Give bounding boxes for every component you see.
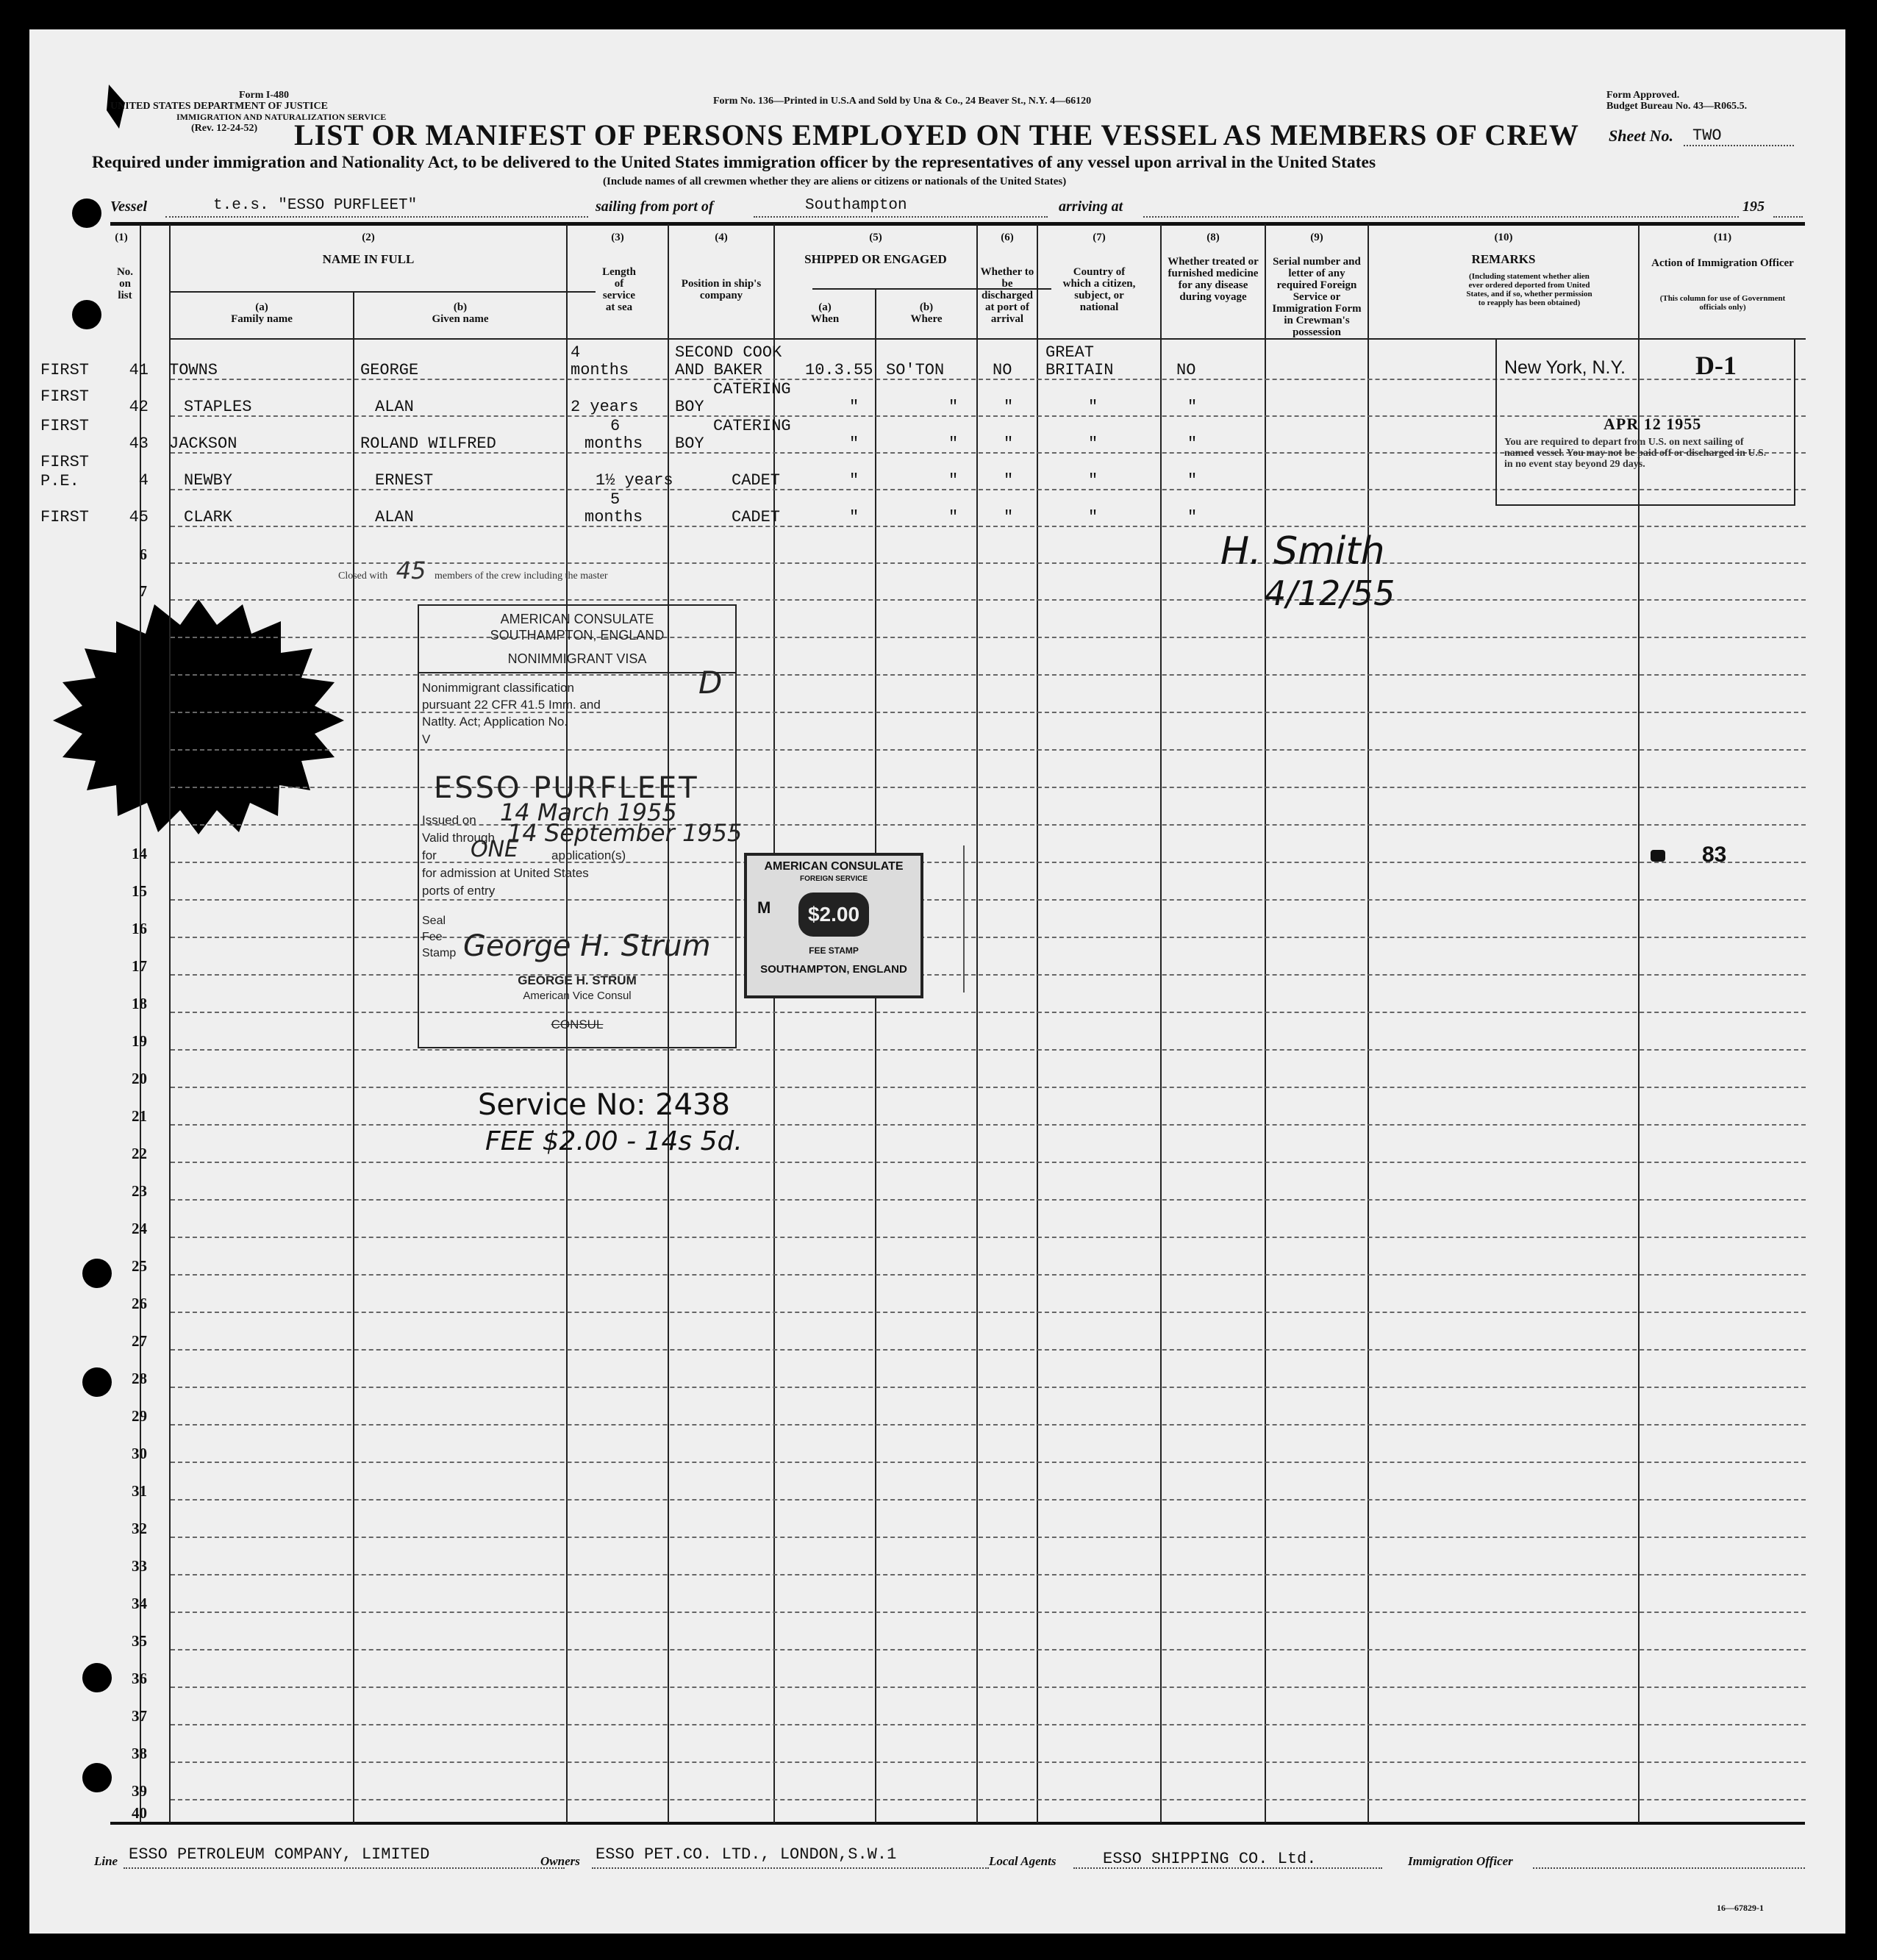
shipped-where: " — [948, 398, 959, 416]
printer-note: Form No. 136—Printed in U.S.A and Sold by Una & Co., 24 Beaver St., N.Y. 4—66120 — [713, 96, 1092, 107]
row-line — [171, 937, 1806, 938]
col-header-where: Where — [910, 313, 943, 325]
column-divider — [1160, 224, 1162, 1823]
stamp-date: APR 12 1955 — [1604, 415, 1702, 433]
row-line — [171, 787, 1806, 788]
budget-bureau: Budget Bureau No. 43—R065.5. — [1606, 101, 1748, 112]
sailing-line — [754, 216, 1048, 218]
row-mark: FIRST — [40, 417, 90, 435]
row-line — [171, 674, 1806, 676]
fee-stamp-edge — [963, 845, 965, 992]
row-number: 33 — [132, 1557, 147, 1575]
service-length: 2 years — [571, 398, 639, 416]
manifest-page — [29, 29, 1845, 1934]
row-number: 37 — [132, 1707, 147, 1725]
footer-line-label: Line — [94, 1854, 118, 1868]
row-line — [171, 1237, 1806, 1238]
remarks-stamp — [1495, 338, 1795, 506]
shipped-where: " — [948, 508, 959, 526]
footer-agents-value: ESSO SHIPPING CO. Ltd. — [1103, 1850, 1317, 1868]
footer-officer-label: Immigration Officer — [1408, 1854, 1513, 1868]
closed-note-pre: Closed with — [338, 571, 388, 582]
col-header-discharged: Whether to be discharged at port of arrival — [980, 266, 1034, 325]
medicine: NO — [1176, 361, 1196, 379]
stamp-place: New York, N.Y. — [1504, 357, 1626, 378]
row-number: 42 — [129, 398, 149, 416]
closed-note-post: members of the crew including the master — [435, 571, 608, 582]
visa-consulate: AMERICAN CONSULATE — [500, 612, 654, 626]
table-top-border — [110, 222, 1805, 226]
row-number: 36 — [132, 1670, 147, 1687]
row-number: 43 — [129, 434, 149, 453]
fee-stamp — [744, 853, 923, 998]
row-line — [171, 1687, 1806, 1688]
row-mark: FIRST — [40, 361, 90, 379]
shipped-when: " — [849, 471, 859, 490]
position: BOY — [675, 434, 704, 453]
visa-typed-name: GEORGE H. STRUM — [518, 973, 637, 987]
visa-valid-value: 14 September 1955 — [507, 819, 743, 847]
row-line — [171, 1349, 1806, 1351]
stamp-code: D-1 — [1695, 351, 1737, 380]
row-line — [171, 1387, 1806, 1388]
row-line — [171, 1574, 1806, 1575]
row-number: 41 — [129, 361, 149, 379]
row-mark: FIRST — [40, 387, 90, 406]
position: CADET — [732, 508, 781, 526]
sailing-port: Southampton — [805, 197, 907, 214]
row-line — [171, 1012, 1806, 1013]
stamp-text: You are required to depart from U.S. on next sailing of named vessel. You may not be paid off or discharged in U.S. in no event stay beyond 29 days. — [1504, 437, 1767, 470]
medicine: " — [1187, 471, 1198, 490]
footer-agents-underline — [1073, 1867, 1382, 1869]
col-header-when: When — [810, 313, 840, 325]
seal-icon — [44, 595, 353, 838]
fee-stamp-service: FOREIGN SERVICE — [799, 875, 868, 883]
col-number-5: (5) — [869, 232, 882, 243]
row-number: 16 — [132, 920, 147, 937]
footer-officer-underline — [1533, 1867, 1805, 1869]
sailing-label: sailing from port of — [596, 198, 714, 215]
footer-line-underline — [124, 1867, 565, 1869]
row-number: 40 — [132, 1804, 147, 1822]
col-header-medicine: Whether treated or furnished medicine for any disease during voyage — [1168, 256, 1259, 303]
form-subtitle: Required under immigration and Nationality Act, to be delivered to the United States immigration officer by the representatives of any vessel upon arrival in the United States — [92, 153, 1376, 172]
row-line — [171, 599, 1806, 601]
col-number-8: (8) — [1206, 232, 1220, 243]
row-line — [171, 1649, 1806, 1650]
medicine: " — [1187, 508, 1198, 526]
row-line — [171, 824, 1806, 826]
row-line — [171, 526, 1806, 527]
vessel-label: Vessel — [110, 198, 147, 215]
form-approved: Form Approved. — [1606, 90, 1680, 101]
given-name: ALAN — [375, 508, 414, 526]
discharged: " — [1004, 508, 1014, 526]
service-length: 1½ years — [596, 471, 673, 490]
col-header-shipped-or-engaged: SHIPPED OR ENGAGED — [804, 252, 947, 266]
col-number-2: (2) — [362, 232, 375, 243]
col-header-action: Action of Immigration Officer — [1651, 257, 1794, 269]
column-divider — [1367, 224, 1369, 1823]
name-subheader-line — [171, 291, 596, 293]
row-line — [171, 899, 1806, 901]
col-header-remarks-note: (Including statement whether alien ever ordered deported from United States, and if so, whether permission to reapply has been obtained) — [1466, 272, 1592, 307]
closed-note — [338, 557, 647, 584]
row-line — [171, 749, 1806, 751]
row-line — [171, 1612, 1806, 1613]
department: UNITED STATES DEPARTMENT OF JUSTICE — [110, 101, 328, 112]
row-number: 21 — [132, 1107, 147, 1125]
service-length: 4 — [571, 343, 581, 362]
row-number: 45 — [129, 508, 149, 526]
visa-stamp-label: Stamp — [422, 947, 457, 959]
row-line — [171, 1724, 1806, 1725]
row-mark: FIRST — [40, 508, 90, 526]
visa-for-value: ONE — [471, 837, 519, 862]
sheet-number: TWO — [1692, 126, 1722, 145]
row-number: 17 — [132, 957, 147, 975]
column-divider — [875, 288, 876, 1823]
shipped-when: " — [849, 434, 859, 453]
fee-stamp-amount: $2.00 — [798, 893, 869, 937]
table-bottom-border — [110, 1822, 1805, 1825]
visa-v-label: V — [422, 732, 431, 746]
row-number: 15 — [132, 882, 147, 900]
family-name: STAPLES — [184, 398, 252, 416]
punch-hole — [72, 300, 101, 329]
col-number-10: (10) — [1494, 232, 1513, 243]
fee-note: FEE $2.00 - 14s 5d. — [485, 1126, 743, 1156]
form-id: Form I-480 — [239, 90, 290, 101]
visa-issued-label: Issued on — [422, 813, 476, 827]
misc-mark: 83 — [1702, 843, 1727, 867]
discharged: " — [1004, 471, 1014, 490]
arriving-line — [1143, 216, 1739, 218]
service-length: 6 — [610, 417, 621, 435]
family-name: CLARK — [184, 508, 233, 526]
country: " — [1088, 471, 1098, 490]
column-divider — [353, 291, 354, 1823]
row-number: 4 — [138, 471, 149, 490]
misc-dot — [1651, 850, 1665, 862]
col-number-5a: (a) — [818, 301, 832, 313]
row-number: 39 — [132, 1782, 147, 1800]
row-line — [171, 974, 1806, 976]
row-number: 31 — [132, 1482, 147, 1500]
row-number: 27 — [132, 1332, 147, 1350]
column-divider — [140, 224, 141, 1823]
visa-city: SOUTHAMPTON, ENGLAND — [490, 628, 665, 643]
service-length: months — [584, 508, 643, 526]
country: BRITAIN — [1045, 361, 1114, 379]
row-line — [171, 1199, 1806, 1201]
visa-admission: for admission at United States — [422, 866, 589, 880]
row-number: 34 — [132, 1595, 147, 1612]
country: GREAT — [1045, 343, 1095, 362]
visa-consul-title: American Vice Consul — [523, 990, 632, 1002]
column-divider — [773, 224, 775, 1823]
col-number-4: (4) — [715, 232, 728, 243]
year-line — [1773, 216, 1803, 218]
shipped-where: " — [948, 471, 959, 490]
shipped-where: SO'TON — [886, 361, 945, 379]
given-name: ROLAND WILFRED — [360, 434, 496, 453]
column-divider — [169, 224, 171, 1823]
row-line — [171, 637, 1806, 638]
column-divider — [976, 224, 978, 1823]
position: SECOND COOK — [675, 343, 782, 362]
family-name: NEWBY — [184, 471, 233, 490]
visa-valid-label: Valid through — [422, 831, 495, 845]
col-number-7: (7) — [1093, 232, 1106, 243]
col-number-2a: (a) — [255, 301, 268, 313]
col-number-3: (3) — [611, 232, 624, 243]
shipped-when: " — [849, 508, 859, 526]
col-header-no-on-list: No. on list — [116, 266, 134, 301]
footer-code: 16—67829-1 — [1717, 1903, 1764, 1913]
family-name: TOWNS — [169, 361, 218, 379]
sheet-number-line — [1684, 145, 1794, 146]
visa-seal: Seal — [422, 915, 446, 927]
col-number-2b: (b) — [453, 301, 468, 313]
footer-agents-label: Local Agents — [989, 1854, 1057, 1868]
footer-line-value: ESSO PETROLEUM COMPANY, LIMITED — [129, 1845, 430, 1864]
closed-note-count: 45 — [396, 557, 426, 584]
form-note: (Include names of all crewmen whether they are aliens or citizens or nationals of the United States) — [603, 176, 1067, 187]
col-number-6: (6) — [1001, 232, 1014, 243]
given-name: GEORGE — [360, 361, 419, 379]
country: " — [1088, 508, 1098, 526]
row-line — [171, 1762, 1806, 1763]
footer-owners-underline — [592, 1867, 989, 1869]
row-number: 14 — [132, 845, 147, 862]
row-line — [171, 712, 1806, 713]
row-line — [171, 1124, 1806, 1126]
row-number: 32 — [132, 1520, 147, 1537]
row-line — [171, 1274, 1806, 1276]
column-divider — [1265, 224, 1266, 1823]
country: " — [1088, 398, 1098, 416]
row-line — [171, 1424, 1806, 1426]
row-number: 19 — [132, 1032, 147, 1050]
footer-owners-value: ESSO PET.CO. LTD., LONDON,S.W.1 — [596, 1845, 897, 1864]
visa-issued-value: 14 March 1955 — [500, 798, 677, 826]
year-label: 195 — [1742, 198, 1765, 215]
row-line — [171, 1312, 1806, 1313]
row-number: 18 — [132, 995, 147, 1012]
fee-stamp-m: M — [757, 898, 771, 917]
shipped-when: 10.3.55 — [805, 361, 873, 379]
row-number: 20 — [132, 1070, 147, 1087]
visa-consul-signature: George H. Strum — [463, 929, 711, 963]
row-line — [171, 1499, 1806, 1501]
col-number-5b: (b) — [919, 301, 934, 313]
row-number: 24 — [132, 1220, 147, 1237]
row-number: 22 — [132, 1145, 147, 1162]
service-number-note: Service No: 2438 — [478, 1088, 730, 1122]
row-line — [171, 1162, 1806, 1163]
visa-for-label: for — [422, 848, 437, 862]
row-number: 29 — [132, 1407, 147, 1425]
row-line — [171, 1049, 1806, 1051]
discharged: " — [1004, 398, 1014, 416]
row-number: 30 — [132, 1445, 147, 1462]
signature-date: 4/12/55 — [1265, 573, 1395, 613]
row-line — [171, 1462, 1806, 1463]
position: CATERING — [713, 417, 791, 435]
position: CADET — [732, 471, 781, 490]
medicine: " — [1187, 398, 1198, 416]
service-name: IMMIGRATION AND NATURALIZATION SERVICE — [176, 112, 387, 122]
col-header-name-in-full: NAME IN FULL — [322, 252, 415, 266]
sheet-label: Sheet No. — [1609, 126, 1673, 145]
row-line — [171, 1537, 1806, 1538]
row-line — [171, 1087, 1806, 1088]
visa-stamp — [418, 604, 743, 1048]
arriving-label: arriving at — [1059, 198, 1123, 215]
row-number: 35 — [132, 1632, 147, 1650]
visa-pursuant: pursuant 22 CFR 41.5 Imm. and — [422, 698, 601, 712]
col-header-country: Country of which a citizen, subject, or national — [1062, 266, 1136, 313]
country: " — [1088, 434, 1098, 453]
row-number: 26 — [132, 1295, 147, 1312]
col-number-11: (11) — [1713, 232, 1732, 243]
vessel-line — [165, 216, 588, 218]
visa-consul: CONSUL — [551, 1017, 604, 1031]
col-header-action-note: (This column for use of Government officials only) — [1659, 294, 1786, 312]
col-header-serial-number: Serial number and letter of any required Foreign Service or Immigration Form in Crewman's possession — [1272, 256, 1362, 338]
col-header-position: Position in ship's company — [681, 278, 762, 301]
punch-hole — [72, 198, 101, 228]
position: CATERING — [713, 380, 791, 398]
discharged: " — [1004, 434, 1014, 453]
row-number: 7 — [139, 582, 147, 600]
shipped-where: " — [948, 434, 959, 453]
fee-stamp-consulate: AMERICAN CONSULATE — [764, 860, 904, 873]
discharged: NO — [993, 361, 1012, 379]
visa-class-label: Nonimmigrant classification — [422, 681, 574, 695]
service-length: months — [571, 361, 629, 379]
service-length: 5 — [610, 490, 621, 509]
row-line — [171, 1799, 1806, 1800]
service-length: months — [584, 434, 643, 453]
visa-divider — [419, 672, 735, 673]
row-number: 23 — [132, 1182, 147, 1200]
family-name: JACKSON — [169, 434, 237, 453]
row-number: 6 — [139, 546, 147, 563]
visa-fee: Fee — [422, 931, 443, 943]
page-title: LIST OR MANIFEST OF PERSONS EMPLOYED ON THE VESSEL AS MEMBERS OF CREW — [294, 118, 1579, 151]
position: AND BAKER — [675, 361, 762, 379]
col-number-9: (9) — [1310, 232, 1323, 243]
visa-title: NONIMMIGRANT VISA — [507, 651, 647, 666]
shipped-when: " — [849, 398, 859, 416]
visa-vessel: ESSO PURFLEET — [434, 771, 699, 805]
officer-signature: H. Smith — [1220, 529, 1385, 573]
fee-stamp-label: FEE STAMP — [809, 945, 859, 956]
row-mark: FIRST P.E. — [40, 453, 90, 490]
row-line — [171, 862, 1806, 863]
given-name: ERNEST — [375, 471, 434, 490]
col-header-family-name: Family name — [231, 313, 293, 325]
col-header-given-name: Given name — [432, 313, 489, 325]
row-number: 25 — [132, 1257, 147, 1275]
footer-owners-label: Owners — [540, 1854, 580, 1868]
column-divider — [1037, 224, 1038, 1823]
fee-stamp-city: SOUTHAMPTON, ENGLAND — [760, 963, 907, 976]
visa-natlty: Natlty. Act; Application No. — [422, 715, 568, 729]
visa-ports: ports of entry — [422, 884, 496, 898]
col-header-remarks: REMARKS — [1471, 252, 1536, 266]
vessel-name: t.e.s. "ESSO PURFLEET" — [213, 197, 418, 214]
form-revision: (Rev. 12-24-52) — [191, 123, 258, 134]
visa-app-label: application(s) — [551, 848, 626, 862]
row-number: 28 — [132, 1370, 147, 1387]
visa-class-value: D — [698, 665, 723, 701]
col-number-1: (1) — [115, 232, 128, 243]
given-name: ALAN — [375, 398, 414, 416]
col-header-length-of-service: Length of service at sea — [602, 266, 636, 313]
position: BOY — [675, 398, 704, 416]
row-number: 38 — [132, 1745, 147, 1762]
medicine: " — [1187, 434, 1198, 453]
